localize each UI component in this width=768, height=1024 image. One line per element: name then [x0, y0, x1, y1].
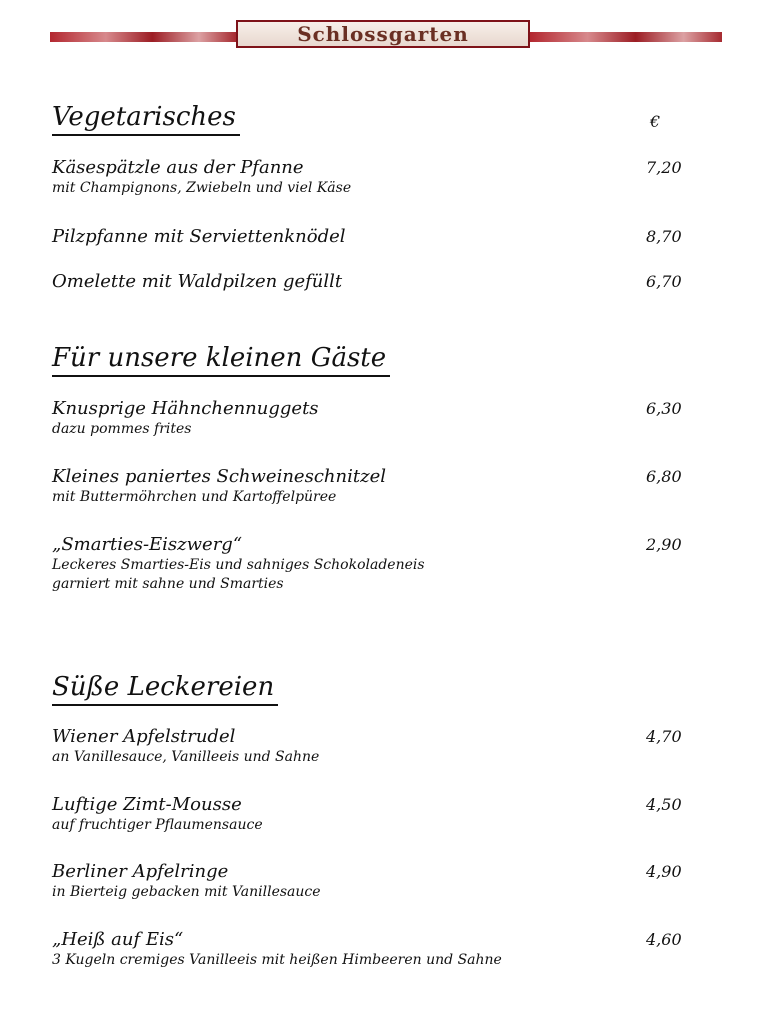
menu-item — [52, 794, 712, 835]
item-name: Luftige Zimt-Mousse — [52, 794, 242, 815]
item-description: Leckeres Smarties-Eis und sahniges Schokoladeneis — [52, 557, 425, 573]
item-description: an Vanillesauce, Vanilleeis und Sahne — [52, 749, 320, 765]
item-price: 4,60 — [646, 930, 682, 949]
banner-bar-right — [530, 32, 722, 42]
item-description: in Bierteig gebacken mit Vanillesauce — [52, 884, 321, 900]
item-name: Pilzpfanne mit Serviettenknödel — [52, 226, 346, 247]
item-price: 6,80 — [646, 467, 682, 486]
item-description: mit Buttermöhrchen und Kartoffelpüree — [52, 489, 337, 505]
menu-item — [52, 271, 712, 293]
item-price: 4,70 — [646, 727, 682, 746]
item-price: 6,70 — [646, 272, 682, 291]
item-name: Kleines paniertes Schweineschnitzel — [52, 466, 386, 487]
section-title-vegetarisches: Vegetarisches — [52, 102, 240, 136]
banner-bar-left — [50, 32, 236, 42]
section-title-kinder: Für unsere kleinen Gäste — [52, 343, 390, 377]
menu-item — [52, 157, 712, 198]
item-name: Wiener Apfelstrudel — [52, 726, 236, 747]
item-description: auf fruchtiger Pflaumensauce — [52, 817, 263, 833]
item-price: 7,20 — [646, 158, 682, 177]
item-name: Knusprige Hähnchennuggets — [52, 398, 319, 419]
item-description-line2: garniert mit sahne und Smarties — [52, 576, 284, 592]
page-title: Schlossgarten — [236, 20, 530, 48]
item-name: Berliner Apfelringe — [52, 861, 229, 882]
menu-item — [52, 398, 712, 439]
currency-label: € — [650, 112, 661, 131]
item-price: 8,70 — [646, 227, 682, 246]
item-price: 4,90 — [646, 862, 682, 881]
item-name: „Smarties-Eiszwerg“ — [52, 534, 243, 555]
menu-item — [52, 466, 712, 507]
menu-item — [52, 726, 712, 767]
item-price: 2,90 — [646, 535, 682, 554]
item-name: „Heiß auf Eis“ — [52, 929, 184, 950]
section-title-suesses: Süße Leckereien — [52, 672, 278, 706]
header-banner — [50, 20, 722, 50]
item-name: Käsespätzle aus der Pfanne — [52, 157, 304, 178]
menu-item — [52, 226, 712, 248]
item-price: 4,50 — [646, 795, 682, 814]
item-description: dazu pommes frites — [52, 421, 192, 437]
item-price: 6,30 — [646, 399, 682, 418]
item-description: mit Champignons, Zwiebeln und viel Käse — [52, 180, 352, 196]
menu-item — [52, 534, 712, 594]
item-name: Omelette mit Waldpilzen gefüllt — [52, 271, 343, 292]
item-description: 3 Kugeln cremiges Vanilleeis mit heißen Himbeeren und Sahne — [52, 952, 502, 968]
menu-item — [52, 929, 712, 970]
menu-item — [52, 861, 712, 902]
